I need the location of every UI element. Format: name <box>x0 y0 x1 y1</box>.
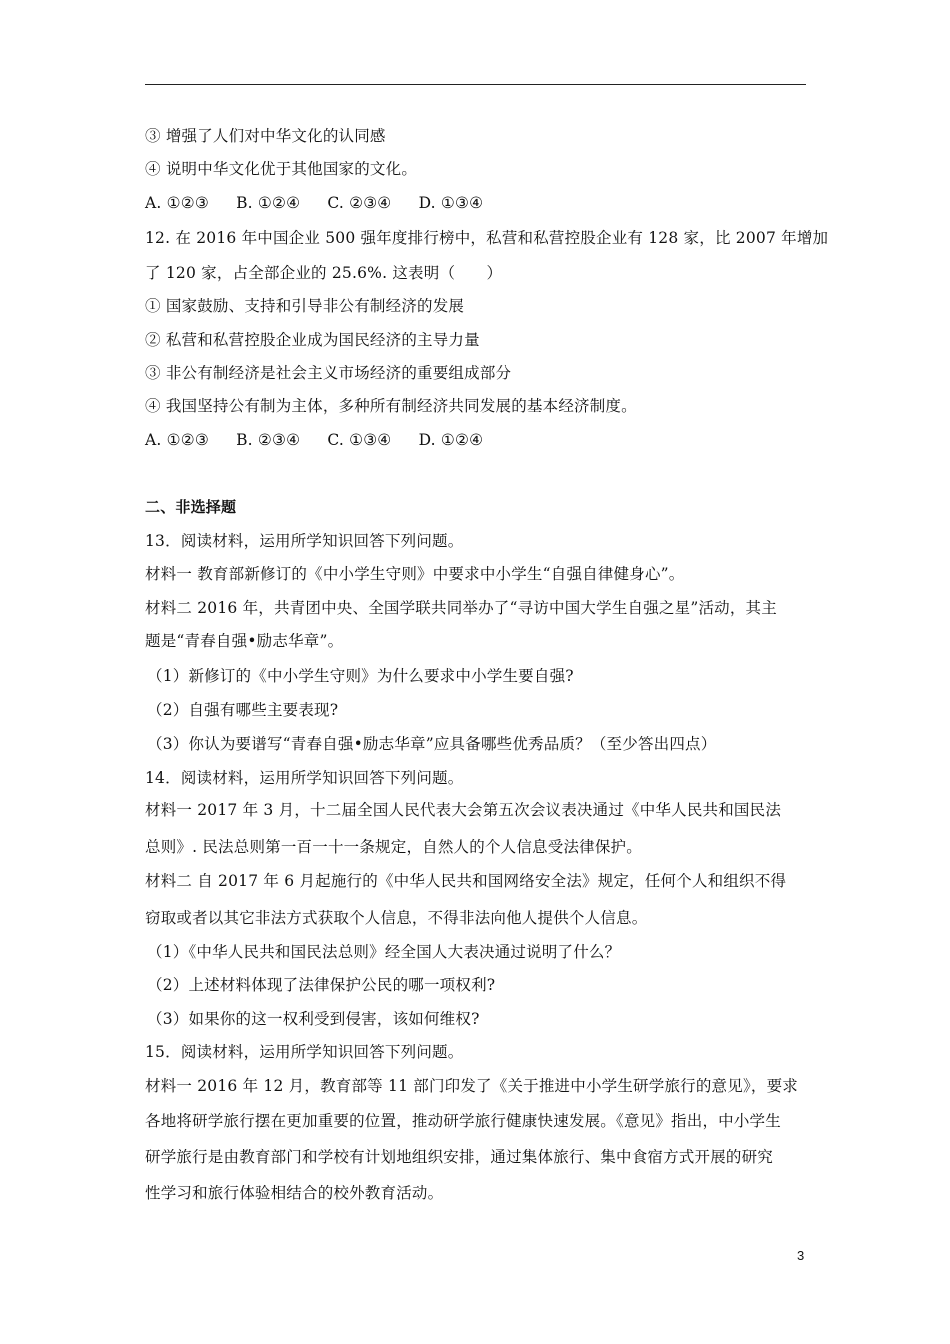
q13-material-2-line-1: 材料二 2016 年，共青团中央、全国学联共同举办了“寻访中国大学生自强之星”活动，其主 <box>145 599 777 617</box>
q11-option-b: B. ①②④ <box>236 194 301 212</box>
q14-subquestion-1: （1）《中华人民共和国民法总则》经全国人大表决通过说明了什么？ <box>147 943 621 961</box>
q11-option-d: D. ①③④ <box>418 194 484 212</box>
q14-subquestion-3: （3）如果你的这一权利受到侵害，该如何维权? <box>147 1010 480 1028</box>
q11-option-a: A. ①②③ <box>145 194 209 212</box>
q12-option-a: A. ①②③ <box>145 431 209 449</box>
q12-item-1: ① 国家鼓励、支持和引导非公有制经济的发展 <box>145 297 465 315</box>
q13-subquestion-3: （3）你认为要谱写“青春自强•励志华章”应具备哪些优秀品质？（至少答出四点） <box>147 735 717 753</box>
q12-item-2: ② 私营和私营控股企业成为国民经济的主导力量 <box>145 331 480 349</box>
q12-stem-line-2: 了 120 家，占全部企业的 25.6%. 这表明（ ） <box>145 264 503 282</box>
q14-material-2-line-1: 材料二 自 2017 年 6 月起施行的《中华人民共和国网络安全法》规定，任何个人和组织不得 <box>145 872 787 890</box>
q11-options <box>145 193 505 213</box>
q13-material-1: 材料一 教育部新修订的《中小学生守则》中要求中小学生“自强自律健身心”。 <box>145 565 685 583</box>
q13-subquestion-1: （1）新修订的《中小学生守则》为什么要求中小学生要自强? <box>147 667 574 685</box>
q12-item-4: ④ 我国坚持公有制为主体，多种所有制经济共同发展的基本经济制度。 <box>145 397 637 415</box>
q15-material-1-line-2: 各地将研学旅行摆在更加重要的位置，推动研学旅行健康快速发展。《意见》指出，中小学生 <box>145 1112 781 1130</box>
q11-option-c: C. ②③④ <box>327 194 392 212</box>
q14-subquestion-2: （2）上述材料体现了法律保护公民的哪一项权利? <box>147 976 496 994</box>
q15-material-1-line-4: 性学习和旅行体验相结合的校外教育活动。 <box>145 1184 444 1202</box>
q14-stem: 14．阅读材料，运用所学知识回答下列问题。 <box>145 769 464 787</box>
q13-stem: 13．阅读材料，运用所学知识回答下列问题。 <box>145 532 464 550</box>
q14-material-1-line-1: 材料一 2017 年 3 月，十二届全国人民代表大会第五次会议表决通过《中华人民共和国民法 <box>145 801 782 819</box>
q11-item-3: ③ 增强了人们对中华文化的认同感 <box>145 127 386 145</box>
q15-material-1-line-3: 研学旅行是由教育部门和学校有计划地组织安排，通过集体旅行、集中食宿方式开展的研究 <box>145 1148 774 1166</box>
q15-material-1-line-1: 材料一 2016 年 12 月，教育部等 11 部门印发了《关于推进中小学生研学旅行的意见》，要求 <box>145 1077 799 1095</box>
q12-options <box>145 430 505 450</box>
q12-item-3: ③ 非公有制经济是社会主义市场经济的重要组成部分 <box>145 364 512 382</box>
q12-option-d: D. ①②④ <box>418 431 484 449</box>
q13-material-2-line-2: 题是“青春自强•励志华章”。 <box>145 632 344 650</box>
header-rule <box>145 84 806 85</box>
q15-stem: 15．阅读材料，运用所学知识回答下列问题。 <box>145 1043 464 1061</box>
q12-option-c: C. ①③④ <box>327 431 392 449</box>
q13-subquestion-2: （2）自强有哪些主要表现? <box>147 701 339 719</box>
q14-material-1-line-2: 总则》. 民法总则第一百一十一条规定，自然人的个人信息受法律保护。 <box>145 838 642 856</box>
q12-stem-line-1: 12. 在 2016 年中国企业 500 强年度排行榜中，私营和私营控股企业有 128 家，比 2007 年增加 <box>145 229 829 247</box>
q12-option-b: B. ②③④ <box>236 431 301 449</box>
section-2-title: 二、非选择题 <box>145 498 237 516</box>
page-number: 3 <box>797 1248 805 1263</box>
q11-item-4: ④ 说明中华文化优于其他国家的文化。 <box>145 160 418 178</box>
q14-material-2-line-2: 窃取或者以其它非法方式获取个人信息，不得非法向他人提供个人信息。 <box>145 909 648 927</box>
